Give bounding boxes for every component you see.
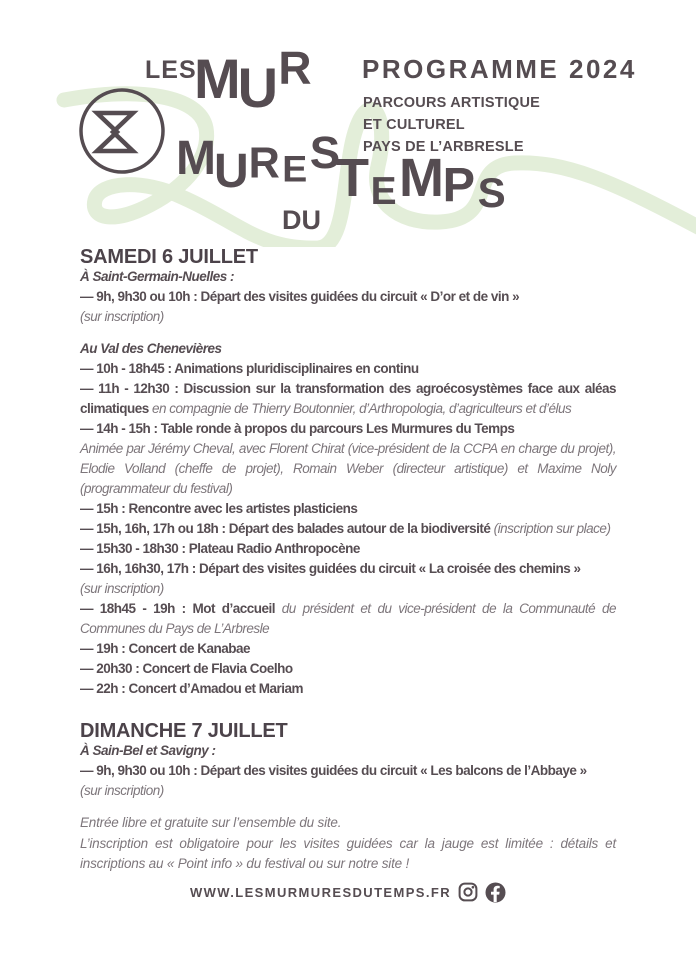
schedule-item [80,599,616,639]
location-line [80,267,616,287]
text-segment: — 9h, 9h30 ou 10h : Départ des visites guidées du circuit « D’or et de vin » [80,289,520,304]
website-link[interactable]: WWW.LESMURMURESDUTEMPS.FR [189,884,452,900]
text-segment: — 22h : Concert d’Amadou et Mariam [80,681,304,696]
schedule-item [80,499,616,519]
schedule-item [80,539,616,559]
text-segment: — 20h30 : Concert de Flavia Coelho [80,661,293,676]
schedule-item [80,419,616,439]
text-segment: — 15h : Rencontre avec les artistes plasticiens [80,501,358,516]
footer-note: Entrée libre et gratuite sur l’ensemble du site. [80,815,342,830]
text-segment: (sur inscription) [80,783,164,798]
schedule-item [80,359,616,379]
location-line [80,339,616,359]
program-subtitle [363,93,540,158]
schedule-item [80,679,616,699]
text-segment: (sur inscription) [80,581,164,596]
poster-footer [0,801,696,903]
text-segment: — 14h - 15h : Table ronde à propos du parcours Les Murmures du Temps [80,421,515,436]
schedule-item [80,559,616,579]
logo-word-mur: MUR [194,41,310,119]
schedule-item [80,639,616,659]
day-section-samedi [80,247,616,699]
hourglass-icon [77,87,167,177]
text-segment: — 15h, 16h, 17h ou 18h : Départ des balades autour de la biodiversité [80,521,494,536]
logo-word-du: DU [282,205,321,235]
facebook-icon[interactable] [485,882,506,903]
program-subtitle-line: ET CULTUREL [363,116,465,133]
footer-note: L’inscription est obligatoire pour les visites guidées car la jauge est limitée : détails et inscriptions au « Point info » du festival ou sur notre site ! [80,835,616,871]
text-segment: — 9h, 9h30 ou 10h : Départ des visites guidées du circuit « Les balcons de l’Abbaye » [80,763,587,778]
footer-notes [80,813,616,875]
logo-word-temps: TEMPS [336,148,504,217]
text-segment: en compagnie de Thierry Boutonnier, d’Arthropologia, d’agriculteurs et d’élus [152,401,572,416]
text-segment: Au Val des Chenevières [80,341,222,356]
text-segment: du président et du vice-président de la Communauté de Communes du Pays de L’Arbresle [80,601,616,636]
logo-word-les: LES [145,56,197,84]
schedule-item [80,287,616,307]
text-segment: (sur inscription) [80,309,164,324]
text-segment: — 18h45 - 19h : Mot d’accueil [80,601,282,616]
note-line [80,307,616,327]
text-segment: Animée par Jérémy Cheval, avec Florent Chirat (vice-président de la CCPA en charge du projet), Elodie Volland (cheffe de projet), Romain Weber (directeur artistique) et Maxime Noly (programmateur du festival) [80,441,616,496]
program-schedule [0,247,696,801]
text-segment: — 19h : Concert de Kanabae [80,641,251,656]
schedule-item [80,659,616,679]
note-line [80,579,616,599]
program-subtitle-line: PARCOURS ARTISTIQUE [363,95,540,111]
website-row [80,882,616,903]
logo-word-mures: MUR ES [176,128,339,198]
program-subtitle-line: PAYS DE L’ARBRESLE [363,138,524,155]
day-section-dimanche [80,721,616,801]
text-segment: — 15h30 - 18h30 : Plateau Radio Anthropocène [80,541,360,556]
schedule-item [80,379,616,419]
day-heading: DIMANCHE 7 JUILLET [80,720,288,742]
poster-header [0,0,696,247]
text-segment: — 10h - 18h45 : Animations pluridisciplinaires en continu [80,361,419,376]
schedule-item [80,761,616,781]
program-title: PROGRAMME 2024 [362,54,637,84]
location-line [80,741,616,761]
schedule-item [80,519,616,539]
schedule-item [80,439,616,499]
text-segment: — 11h - 12h30 : Discussion sur la transformation des agroécosystèmes face aux aléas climatiques [80,381,616,416]
text-segment: À Sain-Bel et Savigny : [80,743,216,758]
instagram-icon[interactable] [458,882,478,902]
text-segment: (inscription sur place) [493,521,611,536]
day-heading: SAMEDI 6 JUILLET [80,246,258,268]
note-line [80,781,616,801]
text-segment: — 16h, 16h30, 17h : Départ des visites guidées du circuit « La croisée des chemins » [80,561,581,576]
text-segment: À Saint-Germain-Nuelles : [80,269,235,284]
